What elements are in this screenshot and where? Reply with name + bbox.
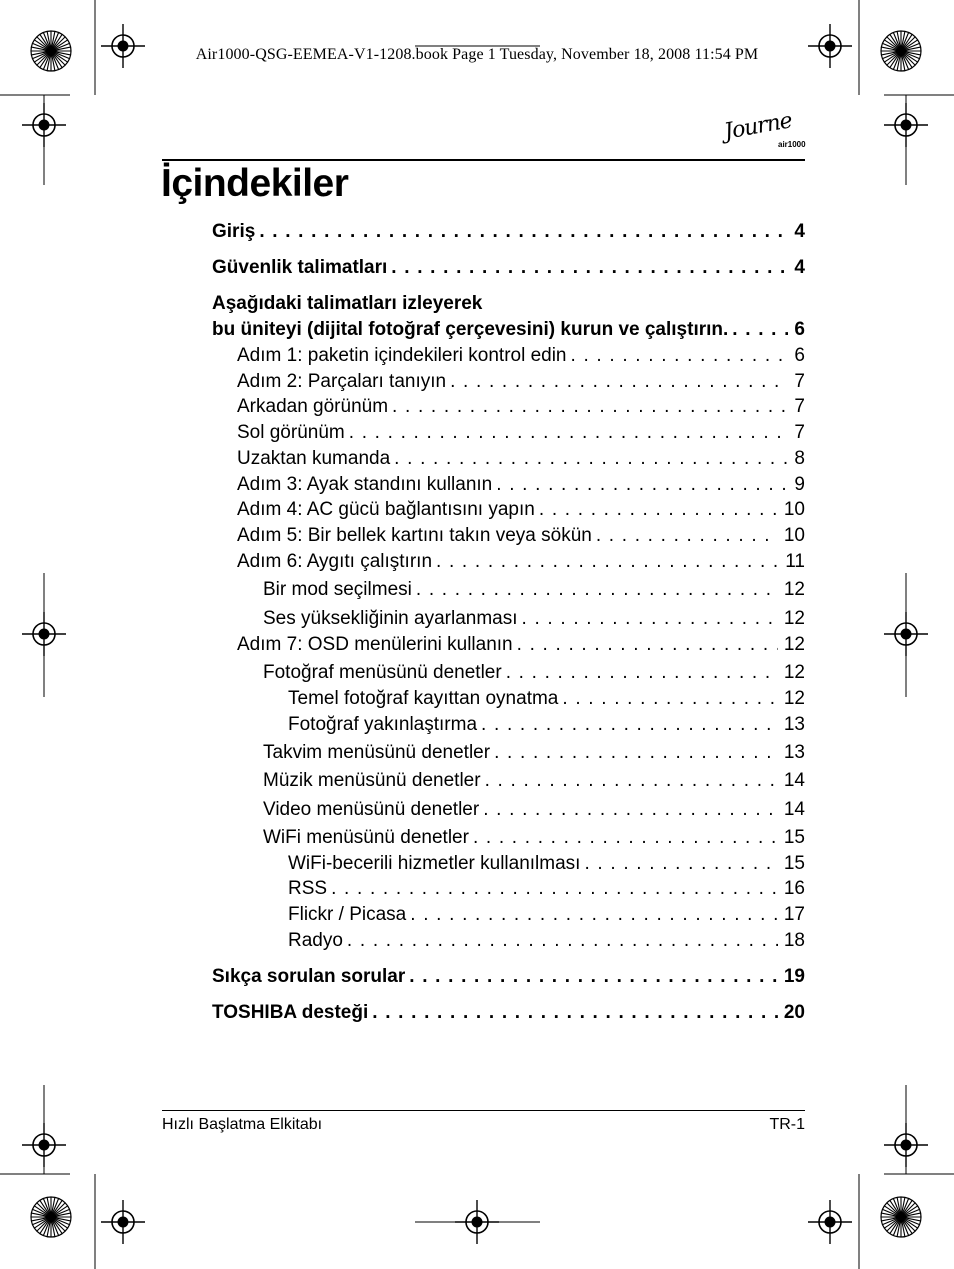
toc-entry-basic-photo[interactable]	[288, 688, 805, 710]
toc-leader	[327, 878, 778, 900]
title-rule	[162, 159, 805, 161]
toc-page: 14	[783, 799, 805, 820]
toc-page: 20	[783, 1002, 805, 1023]
toc-leader	[343, 930, 778, 952]
toc-entry-zoom[interactable]	[288, 714, 805, 736]
toc-entry-music[interactable]	[263, 770, 805, 792]
toc-label: Müzik menüsünü denetler	[263, 770, 481, 791]
toc-page: 6	[794, 345, 805, 366]
toc-page: 11	[785, 551, 805, 572]
toc-entry-step3[interactable]	[237, 474, 805, 496]
toc-entry-intro[interactable]	[212, 221, 805, 243]
toc-entry-video[interactable]	[263, 799, 805, 821]
toc-page: 6	[794, 319, 805, 340]
page-title: İçindekiler	[161, 162, 349, 205]
toc-entry-step1[interactable]	[237, 345, 805, 367]
toc-leader	[390, 448, 788, 470]
toc-page: 4	[794, 221, 805, 242]
toc-label: Arkadan görünüm	[237, 396, 389, 417]
toc-label: Adım 1: paketin içindekileri kontrol edin	[237, 345, 567, 366]
toc-label: Adım 6: Aygıtı çalıştırın	[237, 551, 433, 572]
toc-entry-calendar[interactable]	[263, 742, 805, 764]
toc-label: Takvim menüsünü denetler	[263, 742, 491, 763]
toc-page: 10	[783, 525, 805, 546]
toc-leader	[567, 345, 789, 367]
journe-air-logo	[722, 108, 808, 162]
toc-page: 12	[783, 634, 805, 655]
toc-entry-photo-menu[interactable]	[263, 662, 805, 684]
toc-leader	[412, 579, 778, 601]
toc-entry-rear[interactable]	[237, 396, 805, 418]
toc-leader	[535, 499, 778, 521]
toc-leader	[592, 525, 778, 547]
toc-entry-step6[interactable]	[237, 551, 805, 573]
toc-label: Fotoğraf menüsünü denetler	[263, 662, 502, 683]
toc-label: Sol görünüm	[237, 422, 345, 443]
toc-entry-step2[interactable]	[237, 371, 805, 393]
toc-entry-volume[interactable]	[263, 608, 805, 630]
toc-label: Temel fotoğraf kayıttan oynatma	[288, 688, 559, 709]
toc-entry-wifi[interactable]	[263, 827, 805, 849]
toc-entry-safety[interactable]	[212, 257, 805, 279]
toc-entry-mode[interactable]	[263, 579, 805, 601]
toc-page: 10	[783, 499, 805, 520]
toc-page: 14	[783, 770, 805, 791]
toc-entry-rss[interactable]	[288, 878, 805, 900]
toc-page: 7	[794, 396, 805, 417]
footer-page-number: TR-1	[769, 1116, 805, 1133]
toc-page: 17	[783, 904, 805, 925]
toc-label: Radyo	[288, 930, 343, 951]
toc-leader	[446, 371, 788, 393]
toc-page: 12	[783, 688, 805, 709]
toc-page: 16	[783, 878, 805, 899]
toc-label: TOSHIBA desteği	[212, 1002, 369, 1023]
toc-page: 12	[783, 579, 805, 600]
toc-entry-step5[interactable]	[237, 525, 805, 547]
toc-entry-remote[interactable]	[237, 448, 805, 470]
toc-page: 7	[794, 422, 805, 443]
toc-leader	[513, 634, 778, 656]
logo-script: Journe	[722, 108, 794, 145]
toc-page: 13	[783, 742, 805, 763]
toc-label: Güvenlik talimatları	[212, 257, 388, 278]
toc-label: Adım 2: Parçaları tanıyın	[237, 371, 447, 392]
toc-page: 12	[783, 662, 805, 683]
toc-label: bu üniteyi (dijital fotoğraf çerçevesini) kurun ve çalıştırın.	[212, 319, 729, 340]
toc-page: 15	[783, 827, 805, 848]
toc-leader	[368, 1002, 778, 1024]
toc-label: Fotoğraf yakınlaştırma	[288, 714, 478, 735]
toc-leader	[479, 799, 778, 821]
toc-label: Sıkça sorulan sorular	[212, 966, 406, 987]
toc-leader	[558, 688, 777, 710]
toc-page: 4	[794, 257, 805, 278]
toc-page: 19	[783, 966, 805, 987]
toc-page: 9	[794, 474, 805, 495]
toc-label: RSS	[288, 878, 328, 899]
toc-leader	[469, 827, 778, 849]
toc-leader	[502, 662, 778, 684]
toc-leader	[432, 551, 779, 573]
toc-label: Video menüsünü denetler	[263, 799, 480, 820]
toc-leader	[490, 742, 778, 764]
toc-entry-flickr[interactable]	[288, 904, 805, 926]
toc-label: Flickr / Picasa	[288, 904, 407, 925]
toc-leader	[405, 966, 778, 988]
toc-label: Adım 7: OSD menülerini kullanın	[237, 634, 513, 655]
toc-label: WiFi menüsünü denetler	[263, 827, 469, 848]
toc-leader	[387, 257, 788, 279]
toc-leader	[345, 422, 789, 444]
toc-leader	[388, 396, 788, 418]
toc-leader	[406, 904, 778, 926]
toc-page: 8	[794, 448, 805, 469]
toc-label: Adım 4: AC gücü bağlantısını yapın	[237, 499, 535, 520]
toc-label: Ses yüksekliğinin ayarlanması	[263, 608, 518, 629]
toc-leader	[518, 608, 778, 630]
print-header-info: Air1000-QSG-EEMEA-V1-1208.book Page 1 Tuesday, November 18, 2008 11:54 PM	[195, 46, 759, 63]
toc-entry-wifi-services[interactable]	[288, 853, 805, 875]
toc-label: Giriş	[212, 221, 256, 242]
footer-guide-title: Hızlı Başlatma Elkitabı	[162, 1116, 323, 1133]
toc-entry-left[interactable]	[237, 422, 805, 444]
toc-page: 15	[783, 853, 805, 874]
toc-page: 12	[783, 608, 805, 629]
toc-entry-faq[interactable]	[212, 966, 805, 988]
toc-setup-line1: Aşağıdaki talimatları izleyerek	[212, 293, 483, 314]
toc-entry-radio[interactable]	[288, 930, 805, 952]
toc-label: Bir mod seçilmesi	[263, 579, 412, 600]
toc-label: Adım 5: Bir bellek kartını takın veya sökün	[237, 525, 592, 546]
toc-leader	[477, 714, 778, 736]
toc-label: WiFi-becerili hizmetler kullanılması	[288, 853, 581, 874]
logo-sub: air1000	[778, 140, 806, 149]
toc-entry-step4[interactable]	[237, 499, 805, 521]
toc-leader	[580, 853, 777, 875]
toc-label: Adım 3: Ayak standını kullanın	[237, 474, 493, 495]
toc-label: Uzaktan kumanda	[237, 448, 391, 469]
toc-page: 13	[783, 714, 805, 735]
toc-page: 18	[783, 930, 805, 951]
toc-leader	[492, 474, 788, 496]
toc-leader	[481, 770, 778, 792]
toc-entry-support[interactable]	[212, 1002, 805, 1024]
toc-entry-step7[interactable]	[237, 634, 805, 656]
toc-leader	[728, 319, 788, 341]
toc-page: 7	[794, 371, 805, 392]
toc-leader	[255, 221, 788, 243]
toc-entry-setup[interactable]	[212, 319, 805, 341]
footer-rule	[162, 1110, 805, 1111]
